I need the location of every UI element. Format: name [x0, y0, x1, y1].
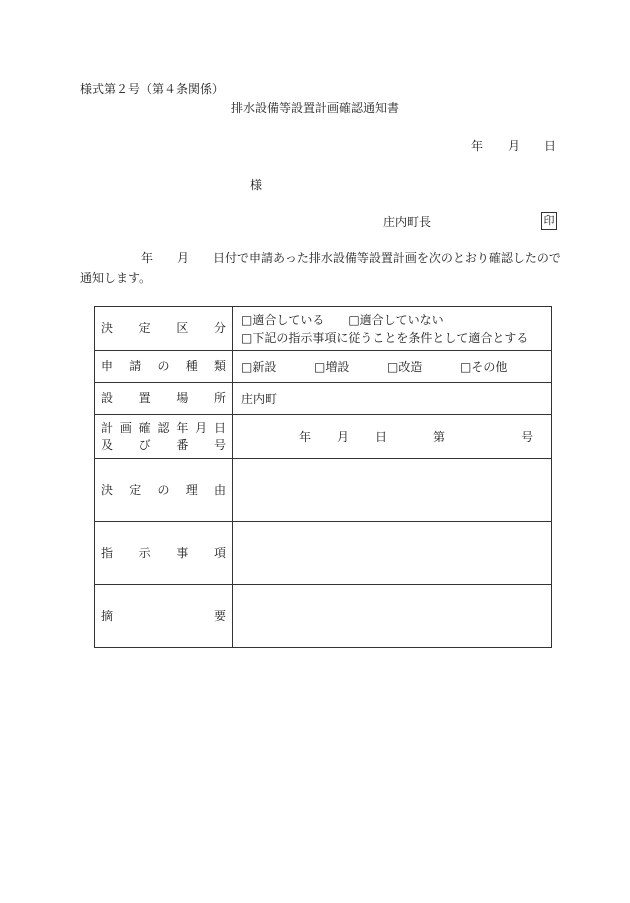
label-text	[101, 390, 226, 407]
body-month-label: 月	[177, 251, 190, 265]
option-renovation[interactable]: □改造	[387, 360, 423, 374]
label-char: 定	[129, 482, 142, 497]
option-nonconform[interactable]: □適合していない	[348, 312, 444, 327]
label-char: 年	[176, 420, 189, 435]
table-row-reason	[95, 459, 552, 522]
decision-options-row1	[241, 311, 543, 329]
decision-options-row2	[241, 329, 543, 347]
label-char: 摘	[101, 608, 114, 623]
confirm-year-label: 年	[299, 430, 312, 444]
value-reason[interactable]	[233, 459, 552, 522]
label-char: 定	[138, 321, 151, 335]
label-decision	[95, 307, 233, 351]
label-reason	[95, 459, 233, 522]
label-text	[101, 358, 226, 375]
label-instructions	[95, 522, 233, 585]
label-char: 番	[176, 437, 189, 452]
label-char: 請	[129, 359, 142, 373]
label-application-type	[95, 351, 233, 383]
document-title: 排水設備等設置計画確認通知書	[230, 101, 399, 115]
option-conditional[interactable]: □下記の指示事項に従うことを条件として適合とする	[241, 330, 529, 345]
label-text	[101, 482, 226, 499]
label-char: 決	[101, 321, 114, 335]
label-char: 号	[213, 437, 226, 452]
table-row-location	[95, 383, 552, 415]
value-location[interactable]	[233, 383, 552, 415]
label-char: の	[157, 359, 170, 373]
date-day-label: 日	[544, 139, 557, 153]
label-char: 場	[176, 391, 189, 405]
label-char: 由	[213, 482, 226, 497]
seal-mark: 印	[541, 212, 557, 230]
option-extension[interactable]: □増設	[314, 360, 350, 374]
application-type-options	[241, 358, 543, 375]
confirmation-table	[94, 306, 552, 648]
option-conform[interactable]: □適合している	[241, 312, 325, 327]
confirm-month-label: 月	[337, 430, 350, 444]
value-confirm-date[interactable]	[233, 415, 552, 459]
label-char: 示	[138, 545, 151, 560]
confirm-number-suffix: 号	[521, 430, 534, 444]
label-char: の	[157, 482, 170, 497]
body-text-line2: 通知します。	[80, 271, 152, 285]
table-row-application-type	[95, 351, 552, 383]
location-value: 庄内町	[241, 392, 278, 406]
label-char: 及	[101, 437, 114, 452]
table-row-remarks	[95, 585, 552, 648]
label-char: 決	[101, 482, 114, 497]
confirm-day-label: 日	[375, 430, 388, 444]
confirm-date-fields	[241, 428, 543, 445]
label-char: 事	[176, 545, 189, 560]
value-application-type	[233, 351, 552, 383]
label-text	[101, 608, 226, 625]
option-new[interactable]: □新設	[241, 360, 277, 374]
label-char: 認	[157, 420, 170, 435]
table-row-instructions	[95, 522, 552, 585]
label-char: 計	[101, 420, 114, 435]
table-row-confirm-date	[95, 415, 552, 459]
label-char: 種	[185, 359, 198, 373]
date-month-label: 月	[508, 139, 521, 153]
form-number: 様式第２号（第４条関係）	[80, 82, 225, 96]
label-text	[101, 545, 226, 562]
confirm-number-prefix: 第	[433, 430, 446, 444]
label-char: 月	[195, 420, 208, 435]
label-text-line1	[101, 420, 226, 437]
table-row-decision	[95, 307, 552, 351]
value-decision	[233, 307, 552, 351]
label-char: 申	[101, 359, 114, 373]
body-year-label: 年	[141, 251, 154, 265]
date-year-label: 年	[471, 139, 484, 153]
label-char: 画	[119, 420, 132, 435]
issuer-name: 庄内町長	[383, 215, 432, 229]
label-remarks	[95, 585, 233, 648]
label-char: 指	[101, 545, 114, 560]
label-location	[95, 383, 233, 415]
label-char: 分	[213, 321, 226, 335]
addressee-honorific: 様	[250, 178, 263, 192]
body-text-line1: 日付で申請あった排水設備等設置計画を次のとおり確認したので	[213, 251, 561, 265]
label-char: び	[138, 437, 151, 452]
value-instructions[interactable]	[233, 522, 552, 585]
label-char: 所	[213, 391, 226, 405]
label-char: 理	[185, 482, 198, 497]
option-other[interactable]: □その他	[460, 360, 508, 374]
label-char: 要	[213, 608, 226, 623]
label-confirm-date	[95, 415, 233, 459]
label-text-line2	[101, 437, 226, 454]
label-char: 項	[213, 545, 226, 560]
label-char: 区	[176, 321, 189, 335]
label-char: 確	[138, 420, 151, 435]
label-char: 類	[213, 359, 226, 373]
label-char: 置	[138, 391, 151, 405]
label-char: 日	[213, 420, 226, 435]
label-text	[101, 320, 226, 337]
value-remarks[interactable]	[233, 585, 552, 648]
label-char: 設	[101, 391, 114, 405]
